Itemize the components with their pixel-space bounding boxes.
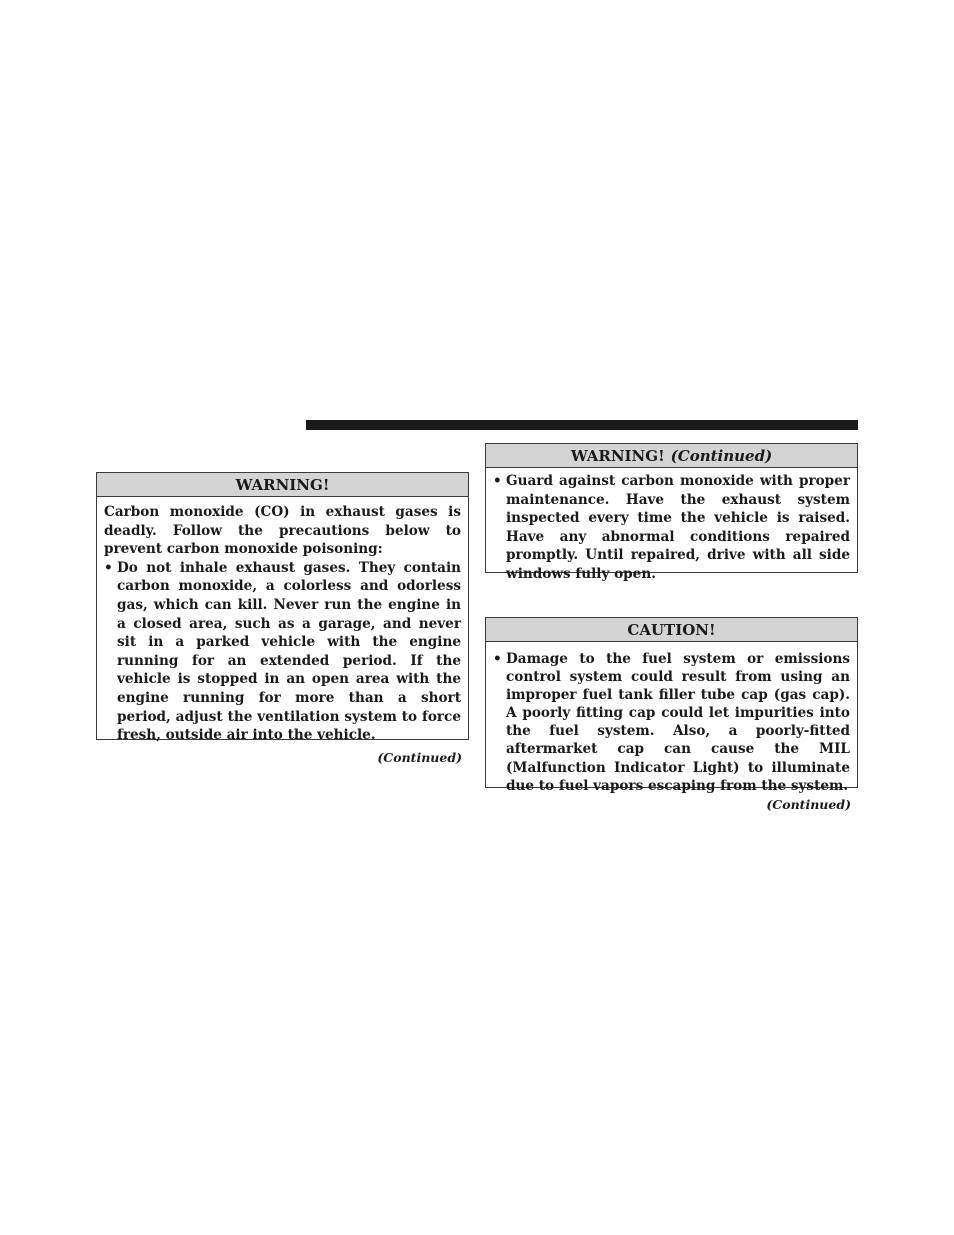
warning-continued-header-suffix: (Continued) [670, 447, 773, 465]
caution-body [486, 642, 857, 801]
warning-header-label: WARNING! [235, 476, 330, 494]
caution-header-label: CAUTION! [627, 621, 716, 639]
continued-label [300, 750, 462, 765]
list-item-text: Do not inhale exhaust gases. They contain carbon monoxide, a colorless and odorless gas, which can kill. Never run the engine in a closed area, such as a garage, and never sit in a parked vehicle with the engine running for an extended period. If the vehicle is stopped in an open area with the engine running for more than a short period, adjust the ventilation system to force fresh, outside air into the vehicle. [117, 559, 461, 744]
list-item [493, 650, 850, 795]
caution-header [486, 618, 857, 642]
continued-label [690, 797, 851, 812]
bullet-dot: • [493, 651, 502, 667]
bullet-dot: • [104, 559, 113, 576]
bullet-dot: • [493, 473, 502, 489]
warning-body [97, 497, 468, 751]
continued-text: (Continued) [377, 750, 462, 765]
warning-header [97, 473, 468, 497]
list-item [493, 472, 850, 584]
warning-continued-box [485, 443, 858, 582]
list-item-text: Damage to the fuel system or emissions control system could result from using an improper fuel tank filler tube cap (gas cap). A poorly fitting cap could let impurities into the fuel system. Also, a poorly-fitted aftermarket cap can cause the MIL (Malfunction Indicator Light) to illuminate due to fuel vapors escaping from the system. [506, 651, 850, 794]
warning-box [96, 472, 469, 744]
warning-continued-header [486, 444, 857, 468]
list-item-text: Guard against carbon monoxide with proper maintenance. Have the exhaust system inspected every time the vehicle is raised. Have any abnormal conditions repaired promptly. Until repaired, drive with all side windows fully open. [506, 473, 850, 582]
list-item [104, 559, 461, 745]
warning-continued-header-label: WARNING! [570, 447, 665, 465]
continued-text: (Continued) [766, 797, 851, 812]
warning-continued-body [486, 468, 857, 590]
warning-intro: Carbon monoxide (CO) in exhaust gases is deadly. Follow the precautions below to prevent carbon monoxide poisoning: [104, 504, 461, 558]
caution-box [485, 617, 858, 794]
section-header-bar [306, 420, 858, 430]
